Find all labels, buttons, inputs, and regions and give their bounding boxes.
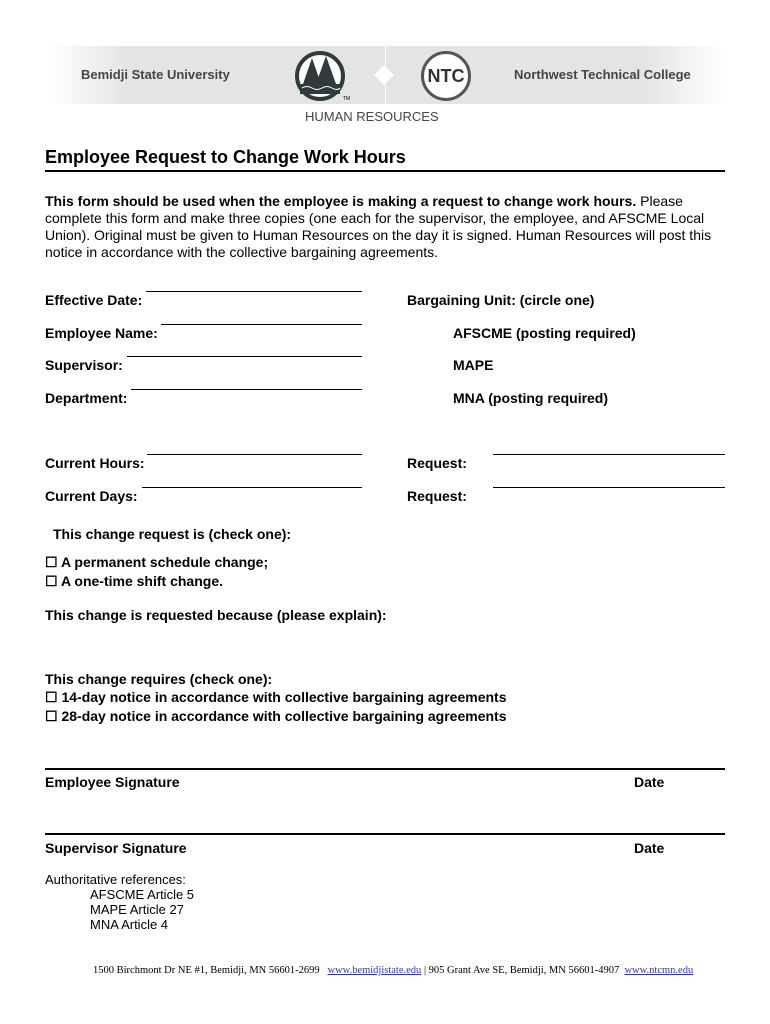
page-title: Employee Request to Change Work Hours [45, 147, 406, 167]
bsu-address: 1500 Birchmont Dr NE #1, Bemidji, MN 56601-2699 [93, 965, 320, 976]
reference-item: AFSCME Article 5 [90, 887, 195, 902]
supervisor-field[interactable] [127, 356, 362, 357]
notice-label: This change requires (check one): [45, 671, 273, 687]
change-type-one-time[interactable] [45, 573, 223, 590]
notice-14-day[interactable] [45, 689, 507, 706]
reason-label: This change is requested because (please explain): [45, 607, 387, 623]
option-label: A one-time shift change. [60, 573, 223, 589]
ntc-name: Northwest Technical College [514, 67, 691, 82]
bsu-link[interactable]: www.bemidjistate.edu [327, 965, 422, 976]
checkbox-icon[interactable]: ☐ [45, 689, 58, 705]
title-rule [45, 170, 725, 172]
references [45, 872, 194, 932]
employee-signature-line[interactable] [45, 768, 725, 770]
bargaining-option-afscme[interactable]: AFSCME (posting required) [453, 325, 636, 341]
tm-mark: TM [343, 96, 351, 102]
intro-paragraph [45, 193, 715, 261]
bargaining-option-mape[interactable]: MAPE [453, 357, 494, 373]
option-label: 28-day notice in accordance with collective bargaining agreements [61, 708, 507, 724]
request-days-field[interactable] [493, 487, 725, 488]
intro-text: Please complete this form and make three copies (one each for the supervisor, the employee, and AFSCME Local Union). Original must be given to Human Resources on the day it is signed. Human Resources will post this notice in accordance with the collective bargaining agreements. [45, 193, 712, 260]
request-days-label: Request: [407, 488, 467, 504]
current-hours-field[interactable] [147, 454, 362, 455]
notice-28-day[interactable] [45, 708, 507, 725]
option-label: 14-day notice in accordance with collective bargaining agreements [61, 689, 507, 705]
employee-name-field[interactable] [161, 324, 362, 325]
ntc-logo-text: NTC [427, 65, 465, 86]
employee-date-label: Date [634, 774, 665, 790]
supervisor-signature-line[interactable] [45, 833, 725, 835]
ntc-address: 905 Grant Ave SE, Bemidji, MN 56601-4907 [428, 965, 620, 976]
current-days-field[interactable] [142, 487, 362, 488]
employee-signature-label: Employee Signature [45, 774, 180, 790]
supervisor-signature-label: Supervisor Signature [45, 840, 187, 856]
option-label: A permanent schedule change; [60, 554, 269, 570]
effective-date-label: Effective Date: [45, 292, 143, 308]
checkbox-icon[interactable]: ☐ [45, 573, 58, 589]
reference-item: MAPE Article 27 [90, 902, 184, 917]
department-heading: HUMAN RESOURCES [305, 109, 439, 124]
department-field[interactable] [131, 389, 362, 390]
intro-bold: This form should be used when the employee is making a request to change work hours. [45, 193, 637, 209]
supervisor-label: Supervisor: [45, 357, 123, 373]
footer [93, 965, 693, 976]
request-hours-field[interactable] [493, 454, 725, 455]
reference-item: MNA Article 4 [90, 917, 169, 932]
employee-name-label: Employee Name: [45, 325, 158, 341]
request-hours-label: Request: [407, 455, 467, 471]
ntc-link[interactable]: www.ntcmn.edu [624, 965, 694, 976]
bargaining-unit-label: Bargaining Unit: (circle one) [407, 292, 595, 308]
supervisor-date-label: Date [634, 840, 665, 856]
ntc-logo [421, 51, 471, 101]
checkbox-icon[interactable]: ☐ [45, 554, 58, 570]
checkbox-icon[interactable]: ☐ [45, 708, 58, 724]
change-type-permanent[interactable] [45, 554, 268, 571]
bsu-name: Bemidji State University [81, 67, 230, 82]
effective-date-field[interactable] [146, 291, 362, 292]
change-type-label: This change request is (check one): [53, 526, 292, 542]
current-days-label: Current Days: [45, 488, 138, 504]
references-label: Authoritative references: [45, 872, 186, 887]
footer-separator: | [423, 965, 427, 976]
bargaining-option-mna[interactable]: MNA (posting required) [453, 390, 609, 406]
department-label: Department: [45, 390, 128, 406]
current-hours-label: Current Hours: [45, 455, 145, 471]
